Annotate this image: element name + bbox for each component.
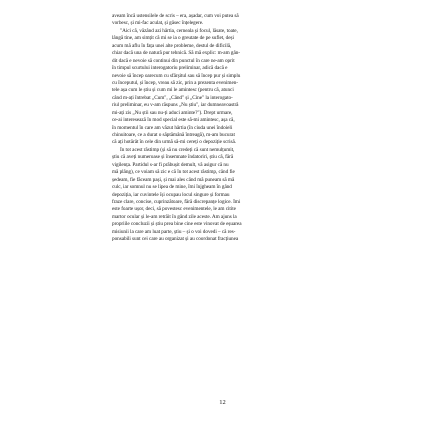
page-number: 12: [219, 399, 226, 406]
text-line: ce-ai interesează în mod special este să-mi amintesc, așa că,: [112, 117, 235, 124]
text-line: misiunii la care am luat parte, știu – și o voi dovedi – că res-: [112, 228, 236, 235]
text-line: depoziția, iar cuvintele își ocupau locul singure și formau: [112, 191, 230, 198]
text-line: dit dacă e nevoie să continui din punctul în care ne-am oprit: [112, 57, 235, 64]
text-line: când m-ați întrebat „Cum", „Când" și „Cine" la interogato-: [112, 94, 233, 101]
text-line: tele așa cum le știu și cum mi le amintesc (pentru că, atunci: [112, 87, 234, 94]
text-line: propriile concluzii și știu prea bine cine este vinovat de eșuarea: [112, 221, 242, 228]
text-line: fraze clare, concise, cuprinzătoare, fără discrepanțe logice. Îmi: [112, 198, 241, 205]
text-line: ședeam, fie făceam pași, și mai ales când mă puneam să mă: [112, 176, 235, 183]
body-text: [112, 13, 333, 391]
text-line: În tot acest răstimp (și să nu credeți că sunt nemulțumit,: [120, 146, 235, 153]
text-line: în timpul scurtului interogatoriu preliminar, adică dacă e: [112, 65, 228, 72]
text-line: chiar dacă una de natură pur tehnică. Să mă explic: m-am gân-: [112, 50, 240, 57]
text-line: aveam încă ustensilele de scris – era, așadar, cum voi putea să: [112, 13, 239, 19]
text-line: "Aici că, văzând azi hârtia, cerneala și focul, lăsate, toate,: [120, 27, 238, 34]
text-line: ponsabili sunt cei care au organizat și au coordonat fracțiunea: [112, 236, 239, 243]
text-line: știu că aveți numeroase și însemnate îndatoriri, știu că, fără: [112, 154, 234, 161]
text-line: chinuitoare, ce a durat o săptămână întreagă), m-am bucurat: [112, 132, 235, 138]
text-line: martor ocular și le-am retrăit în gând zile aceste. Am ajuns la: [112, 213, 237, 220]
text-line: vorbesc, și mi-fac aculat, și gâsec înțelegere.: [112, 20, 204, 27]
text-line: culc, iar somnul nu se lipea de mine, îmi înjgheam în gând: [112, 184, 232, 191]
text-line: acum mă aflu în fața unei alte probleme, destul de dificilă,: [112, 42, 232, 49]
text-line: riul preliminar, eu v-am răspuns „Nu știu", iar dumneavoastră: [112, 102, 239, 109]
text-line: că ați hotărât în cele din urmă să-mi cereți o depoziție scrisă.: [112, 139, 237, 146]
text-line: mi-ați zis „Nu știi sau nu-ți aduci aminte?"). Drept urmare,: [112, 109, 233, 116]
text-line: cu începutul, și încep, vreau să zic, prin a prezenta evenimen-: [112, 79, 238, 86]
text-line: este foarte ușor, deci, să povestesc evenimentele, le am citite: [112, 206, 236, 213]
text-line: lângă tine, am simțit că mi se ia o greutate de pe suflet, deși: [112, 35, 234, 42]
text-line: în momentul în care am văzut hârtia (în ciuda unei îndoieli: [112, 124, 233, 131]
text-line: vigilența. Partidul s-ar fi prăbușit demult, vă asigur că nu: [112, 161, 229, 168]
text-line: nevoie să încep oarecum cu sfârșitul sau să încep pur și simplu: [112, 72, 241, 79]
text-line: mă plâng), ce voiam să zic e că în tot acest răstimp, când fie: [112, 169, 235, 176]
